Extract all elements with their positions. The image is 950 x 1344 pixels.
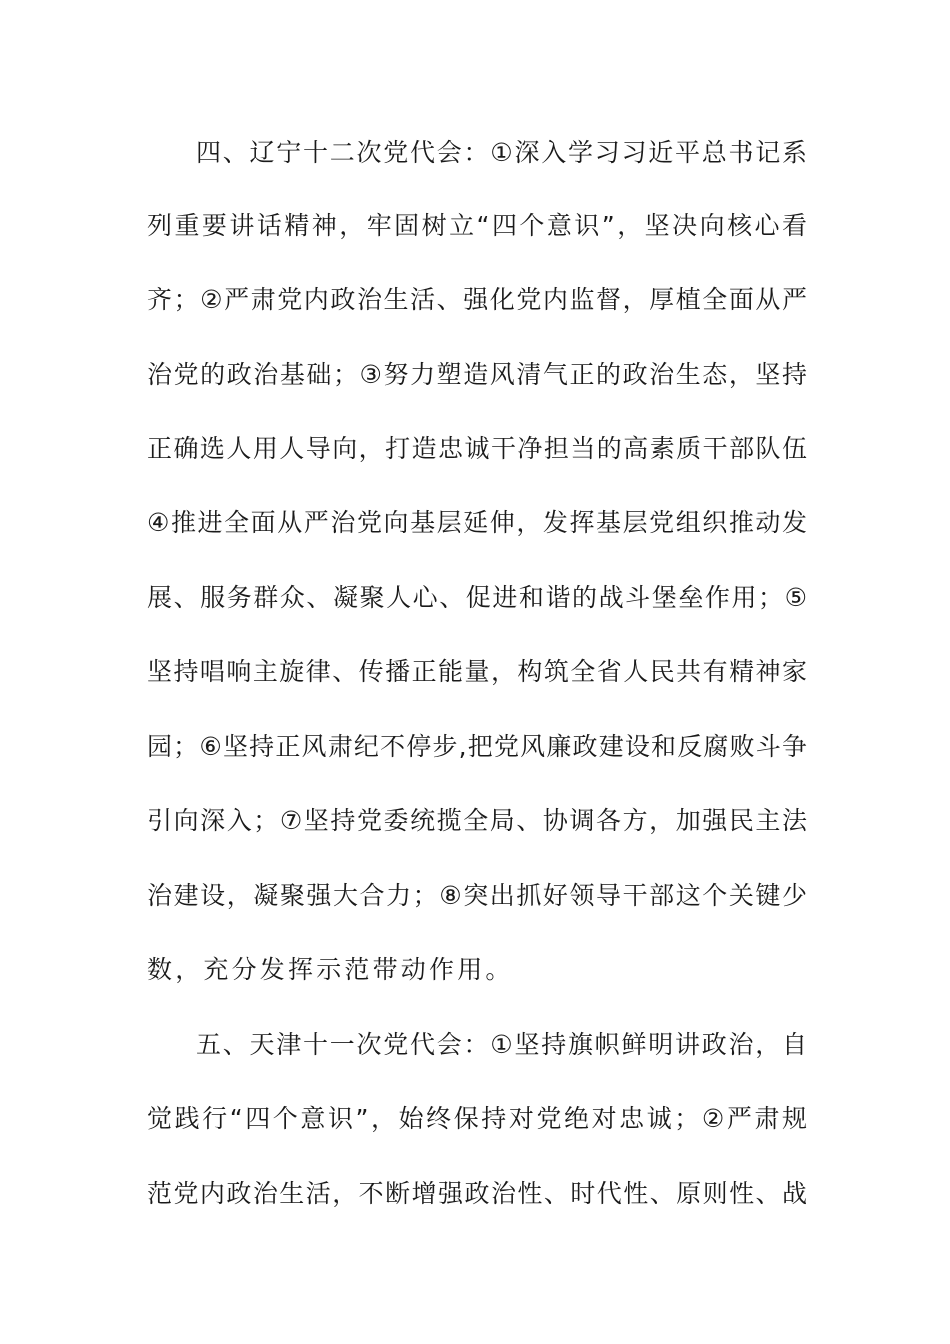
text-line: 范党内政治生活，不断增强政治性、时代性、原则性、战 bbox=[147, 1179, 807, 1208]
text-line: 列重要讲话精神，牢固树立“四个意识”，坚决向核心看 bbox=[147, 211, 807, 240]
text-line: 治党的政治基础；③努力塑造风清气正的政治生态，坚持 bbox=[147, 360, 807, 389]
text-line-last: 数，充分发挥示范带动作用。 bbox=[147, 955, 514, 984]
text-line: 正确选人用人导向，打造忠诚干净担当的高素质干部队伍 bbox=[147, 434, 807, 463]
text-line: ④推进全面从严治党向基层延伸，发挥基层党组织推动发 bbox=[147, 508, 807, 537]
text-line: 四、辽宁十二次党代会：①深入学习习近平总书记系 bbox=[196, 138, 807, 167]
text-line: 齐；②严肃党内政治生活、强化党内监督，厚植全面从严 bbox=[147, 285, 807, 314]
text-line: 五、天津十一次党代会：①坚持旗帜鲜明讲政治，自 bbox=[196, 1030, 807, 1059]
text-line: 治建设，凝聚强大合力；⑧突出抓好领导干部这个关键少 bbox=[147, 881, 807, 910]
text-line: 觉践行“四个意识”，始终保持对党绝对忠诚；②严肃规 bbox=[147, 1104, 807, 1133]
text-line: 引向深入；⑦坚持党委统揽全局、协调各方，加强民主法 bbox=[147, 806, 807, 835]
text-line: 园；⑥坚持正风肃纪不停步,把党风廉政建设和反腐败斗争 bbox=[147, 732, 807, 761]
text-line: 展、服务群众、凝聚人心、促进和谐的战斗堡垒作用；⑤ bbox=[147, 583, 807, 612]
text-line: 坚持唱响主旋律、传播正能量，构筑全省人民共有精神家 bbox=[147, 657, 807, 686]
